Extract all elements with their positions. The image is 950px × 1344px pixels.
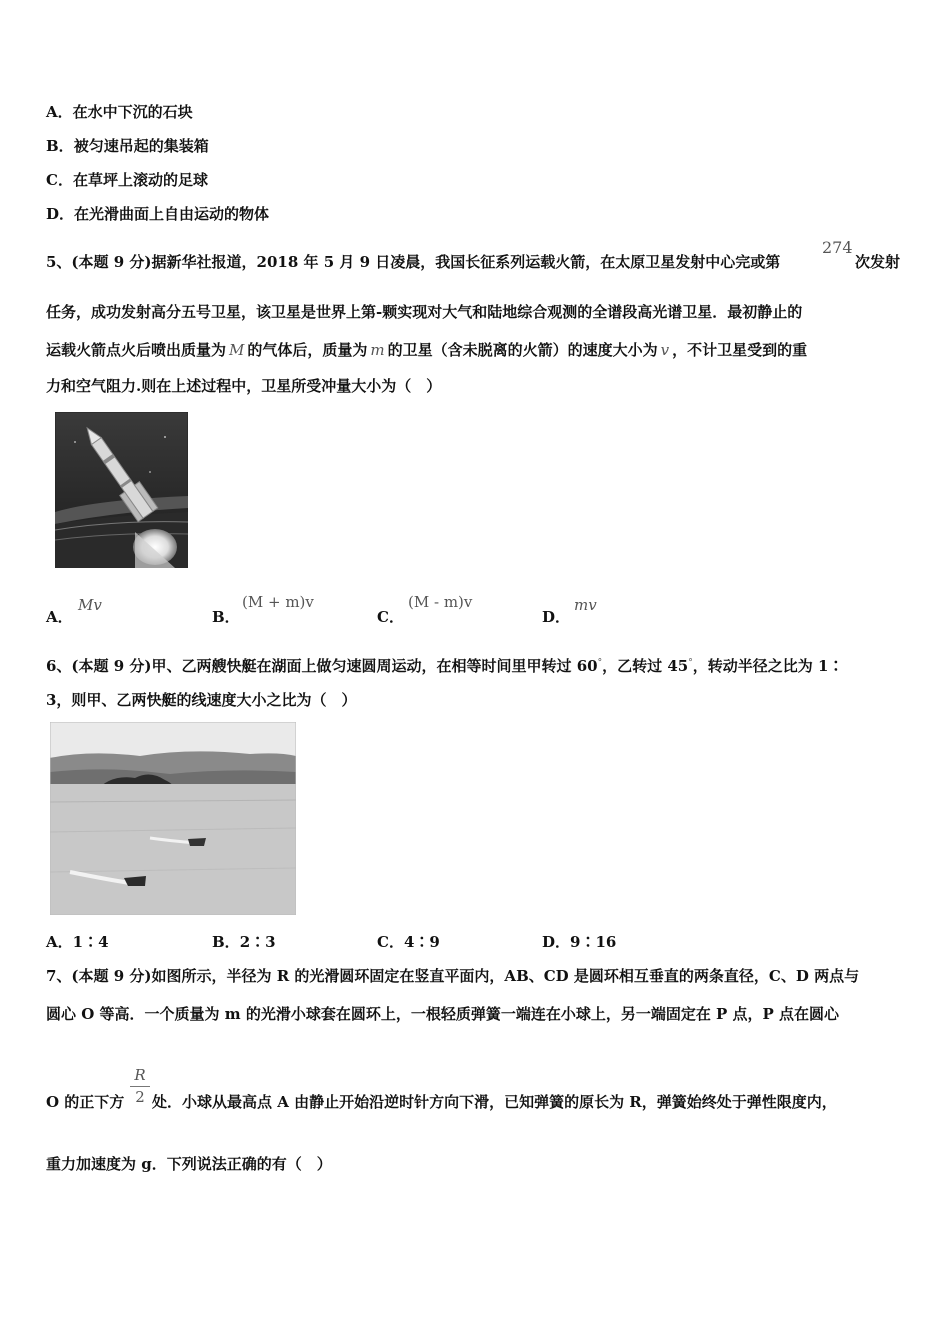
q5-option-a-letter: A． (46, 608, 73, 626)
q5-line-2: 任务，成功发射高分五号卫星，该卫星是世界上第-颗实现对大气和陆地综合观测的全谱段高光谱卫星．最初静止的 (46, 303, 803, 321)
prev-option-a: A．在水中下沉的石块 (46, 103, 193, 121)
q6-line-2: 3，则甲、乙两快艇的线速度大小之比为（ ） (46, 691, 357, 709)
q5-option-d-letter: D． (542, 608, 571, 626)
rocket-photo (55, 412, 188, 568)
q7-line-3-start: O 的正下方 (46, 1093, 125, 1111)
prev-option-c: C．在草坪上滚动的足球 (46, 171, 208, 189)
q5-option-a-expr: Mv (78, 596, 102, 614)
q5-option-c-expr: (M - m)v (408, 593, 473, 611)
q5-option-b-letter: B． (212, 608, 240, 626)
q7-fraction-R-over-2: R 2 (130, 1066, 150, 1106)
q5-launch-number: 274 (822, 238, 853, 257)
prev-option-b: B．被匀速吊起的集装箱 (46, 137, 209, 155)
var-M: M (229, 341, 245, 359)
q7-line-4: 重力加速度为 g．下列说法正确的有（ ） (46, 1155, 332, 1173)
q5-line-1-end: 次发射 (855, 253, 901, 271)
q5-line-3: 运载火箭点火后喷出质量为 M 的气体后，质量为 m 的卫星（含未脱离的火箭）的速度大小为 v ，不计卫星受到的重 (46, 341, 808, 359)
q6-line-1: 6、(本题 9 分)甲、乙两艘快艇在湖面上做匀速圆周运动，在相等时间里甲转过 60°，乙转过 45°，转动半径之比为 1∶ (46, 657, 844, 675)
q5-line-1: 5、(本题 9 分)据新华社报道，2018 年 5 月 9 日凌晨，我国长征系列运载火箭，在太原卫星发射中心完或第 (46, 253, 781, 271)
q5-option-b-expr: (M + m)v (242, 593, 314, 611)
q6-option-c: C．4∶9 (377, 933, 440, 951)
prev-option-d: D．在光滑曲面上自由运动的物体 (46, 205, 270, 223)
q6-option-d: D．9∶16 (542, 933, 617, 951)
q7-line-1: 7、(本题 9 分)如图所示，半径为 R 的光滑圆环固定在竖直平面内，AB、CD 是圆环相互垂直的两条直径，C、D 两点与 (46, 967, 860, 985)
q6-option-b: B．2∶3 (212, 933, 276, 951)
q5-line-4: 力和空气阻力.则在上述过程中，卫星所受冲量大小为（ ） (46, 377, 442, 395)
q7-line-2: 圆心 O 等高．一个质量为 m 的光滑小球套在圆环上，一根轻质弹簧一端连在小球上，另一端固定在 P 点，P 点在圆心 (46, 1005, 840, 1023)
q7-line-3-end: 处．小球从最高点 A 由静止开始沿逆时针方向下滑，已知弹簧的原长为 R，弹簧始终处于弹性限度内， (152, 1093, 837, 1111)
var-m: m (370, 341, 385, 359)
var-v: v (660, 341, 670, 359)
q5-option-d-expr: mv (574, 596, 597, 614)
q6-option-a: A．1∶4 (46, 933, 109, 951)
q5-option-c-letter: C． (377, 608, 404, 626)
speedboat-lake-photo (50, 722, 296, 915)
